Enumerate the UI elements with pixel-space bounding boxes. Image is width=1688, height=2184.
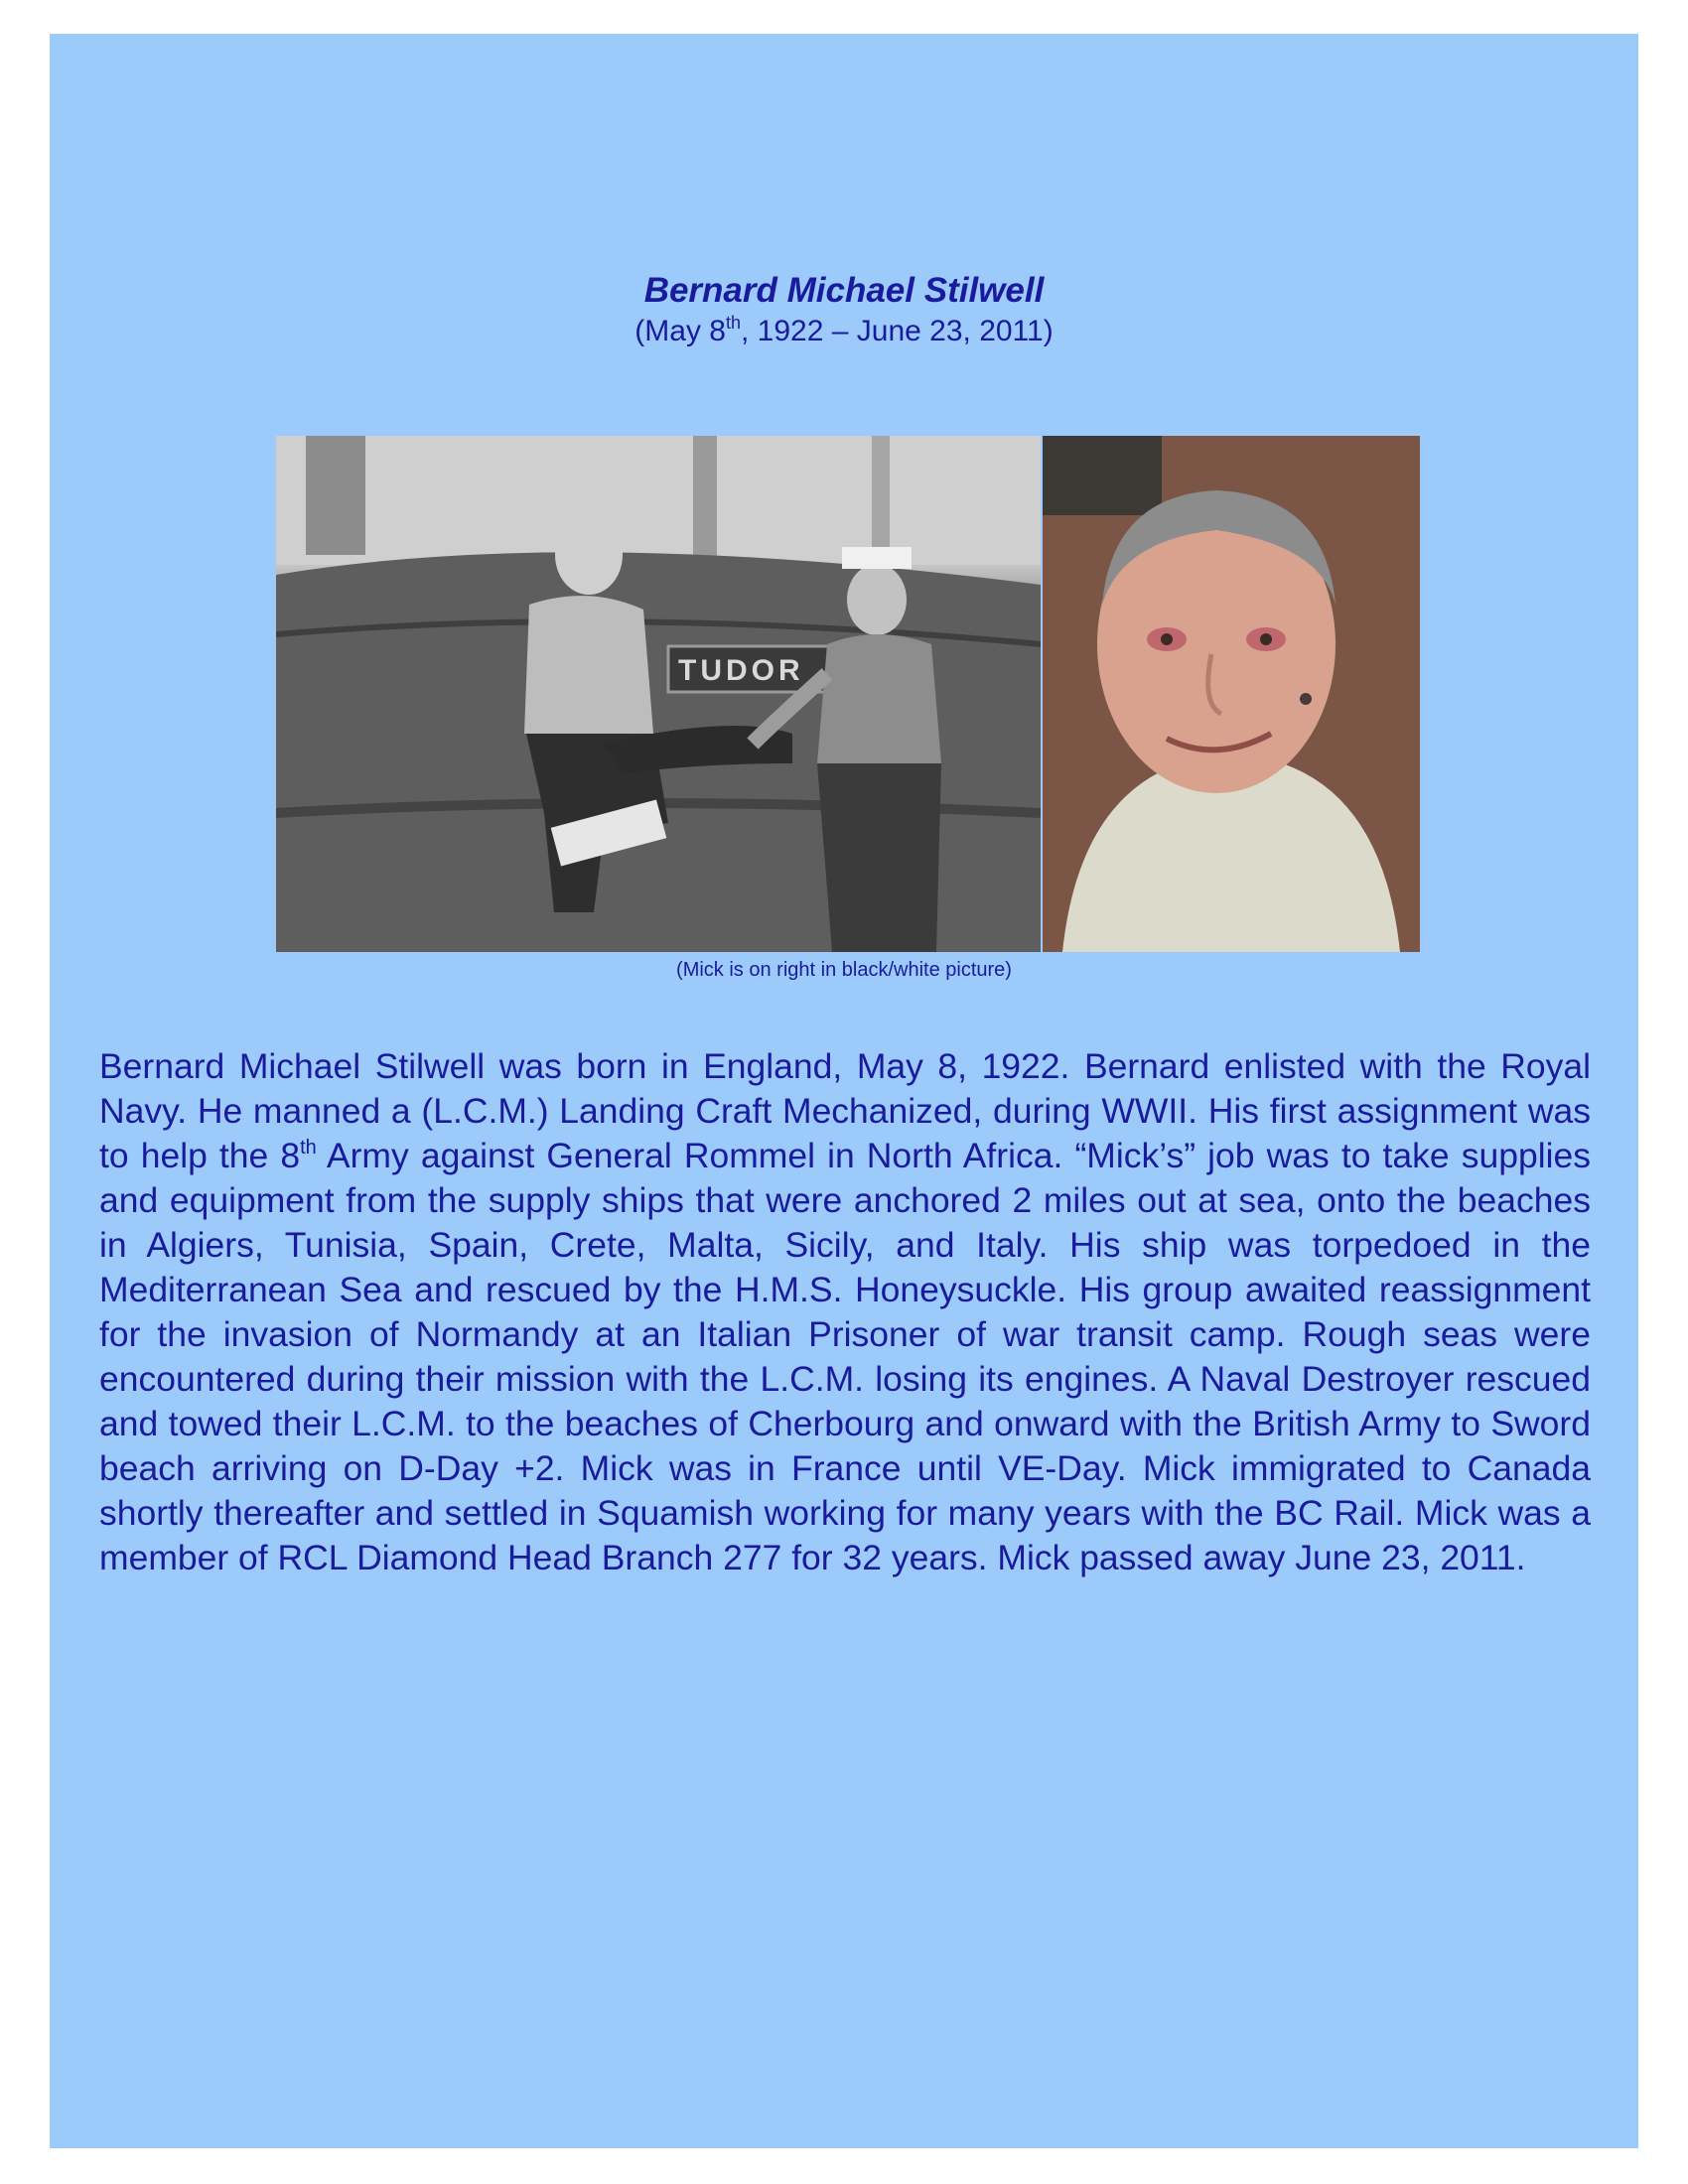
biography-part-2: Army against General Rommel in North Africa. “Mick’s” job was to take supplies and equipment from the supply ships that were anchored 2 miles out at sea, onto the beaches in Algiers, Tunisia, Spain, Crete, Malta, Sicily, and Italy. His ship was torpedoed in the Mediterranean Sea and rescued by the H.M.S. Honeysuckle. His group awaited reassignment for the invasion of Normandy at an Italian Prisoner of war transit camp. Rough seas were encountered during their mission with the L.C.M. losing its engines. A Naval Destroyer rescued and towed their L.C.M. to the beaches of Cherbourg and onward with the British Army to Sword beach arriving on D-Day +2. Mick was in France until VE-Day. Mick immigrated to Canada shortly thereafter and settled in Squamish working for many years with the BC Rail. Mick was a member of RCL Diamond Head Branch 277 for 32 years. Mick passed away June 23, 2011. <box>99 1136 1591 1577</box>
photo-row <box>276 436 1420 952</box>
biography-superscript: th <box>300 1137 317 1159</box>
recent-portrait-illustration <box>1043 436 1420 952</box>
life-dates <box>50 312 1638 351</box>
wartime-photo-illustration <box>276 436 1041 952</box>
dates-suffix: , 1922 – June 23, 2011) <box>741 315 1054 347</box>
dates-prefix: (May 8 <box>634 315 726 347</box>
recent-portrait <box>1043 436 1420 952</box>
photo-caption: (Mick is on right in black/white picture) <box>676 959 1012 981</box>
biography-part-1: Bernard Michael Stilwell was born in England, May 8, 1922. Bernard enlisted with the Royal Navy. He manned a (L.C.M.) Landing Craft Mechanized, during WWII. His first assignment was to help the 8 <box>99 1046 1591 1175</box>
memorial-panel <box>50 34 1638 2148</box>
wartime-photo <box>276 436 1041 952</box>
title-block <box>50 270 1638 351</box>
nameplate-text: TUDOR <box>678 654 804 687</box>
biography-text <box>99 1044 1591 1580</box>
dates-superscript: th <box>725 313 741 333</box>
page-title: Bernard Michael Stilwell <box>643 271 1045 310</box>
